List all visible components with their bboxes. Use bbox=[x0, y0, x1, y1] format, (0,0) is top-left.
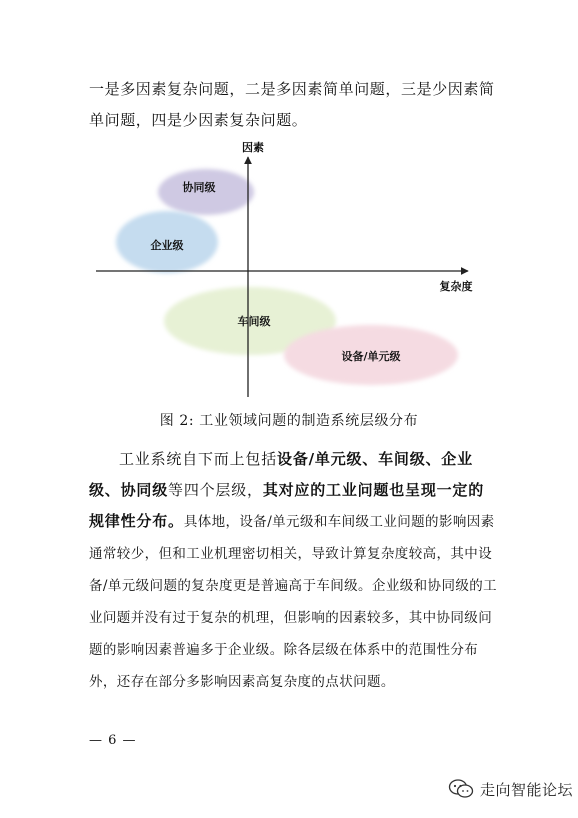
body-rest: 具体地，设备/单元级和车间级工业问题的影响因素通常较少，但和工业机理密切相关，导致计算复杂度较高，其中设备/单元级问题的复杂度更是普遍高于车间级。企业级和协同级的工业问题并没有过于复杂的机理，但影响的因素较多，其中协同级问题的影响因素普遍多于企业级。除各层级在体系中的范围性分布外，还存在部分多影响因素高复杂度的点状问题。 bbox=[89, 514, 498, 690]
hierarchy-diagram bbox=[90, 135, 480, 400]
figure-caption: 图 2: 工业领域问题的制造系统层级分布 bbox=[159, 413, 419, 429]
page-number: — 6 — bbox=[89, 733, 137, 748]
x-axis-label: 复杂度 bbox=[439, 280, 473, 293]
body-bold-distribution: 其对应的工业问题也呈现一定的规律性分布。 bbox=[89, 481, 485, 530]
level-label-workshop: 车间级 bbox=[237, 315, 271, 328]
body-lead: 工业系统自下而上包括 bbox=[119, 450, 278, 468]
intro-paragraph: 一是多因素复杂问题，二是多因素简单问题，三是少因素简单问题，四是少因素复杂问题。 bbox=[89, 80, 495, 129]
watermark bbox=[448, 777, 573, 801]
body-bold-levels: 设备/单元级、车间级、企业级、协同级 bbox=[89, 450, 473, 499]
level-label-enterprise: 企业级 bbox=[150, 239, 184, 252]
level-label-collaboration: 协同级 bbox=[182, 181, 216, 194]
y-axis-label: 因素 bbox=[242, 141, 264, 154]
level-label-device-unit: 设备/单元级 bbox=[341, 350, 401, 363]
watermark-text: 走向智能论坛 bbox=[480, 780, 574, 799]
body-mid: 等四个层级， bbox=[168, 481, 263, 499]
body-paragraph bbox=[89, 444, 499, 698]
wechat-icon bbox=[448, 778, 474, 800]
